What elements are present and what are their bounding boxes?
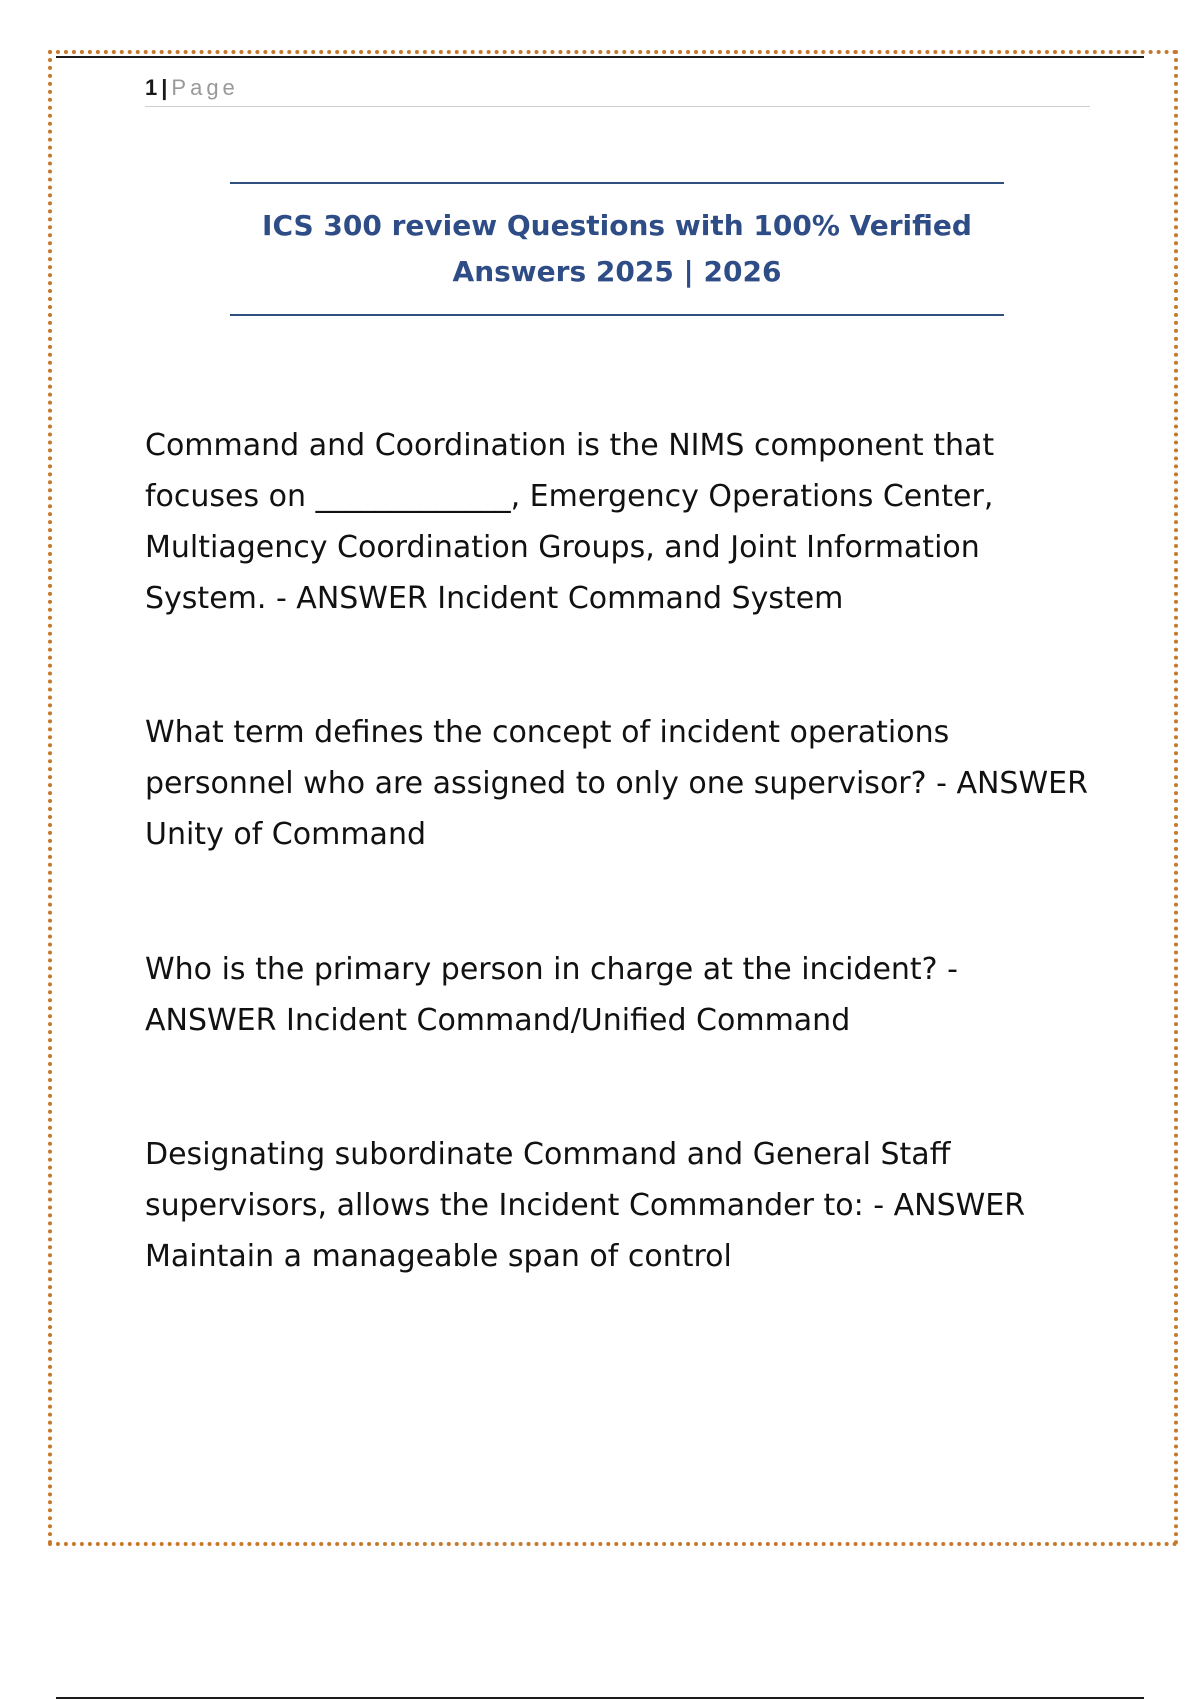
question-item: Who is the primary person in charge at the incident? - ANSWER Incident Command/Unified Command [145, 952, 958, 1038]
top-rule [56, 56, 1144, 58]
document-title: ICS 300 review Questions with 100% Verified Answers 2025 | 2026 [262, 209, 972, 288]
bottom-rule [56, 1697, 1144, 1699]
question-item: Designating subordinate Command and General Staff supervisors, allows the Incident Commander to: - ANSWER Maintain a manageable span of control [145, 1137, 1026, 1274]
page-header [145, 74, 1090, 107]
question-item: What term defines the concept of incident operations personnel who are assigned to only one supervisor? - ANSWER Unity of Command [145, 715, 1088, 852]
page-separator: | [161, 75, 168, 100]
title-box [230, 182, 1004, 316]
page-number: 1 [145, 75, 158, 100]
question-list [145, 420, 1095, 1282]
page-label: Page [171, 75, 239, 100]
question-item: Command and Coordination is the NIMS component that focuses on _____________, Emergency Operations Center, Multiagency Coordination Groups, and Joint Information System. - ANSWER Incident Command System [145, 428, 995, 616]
